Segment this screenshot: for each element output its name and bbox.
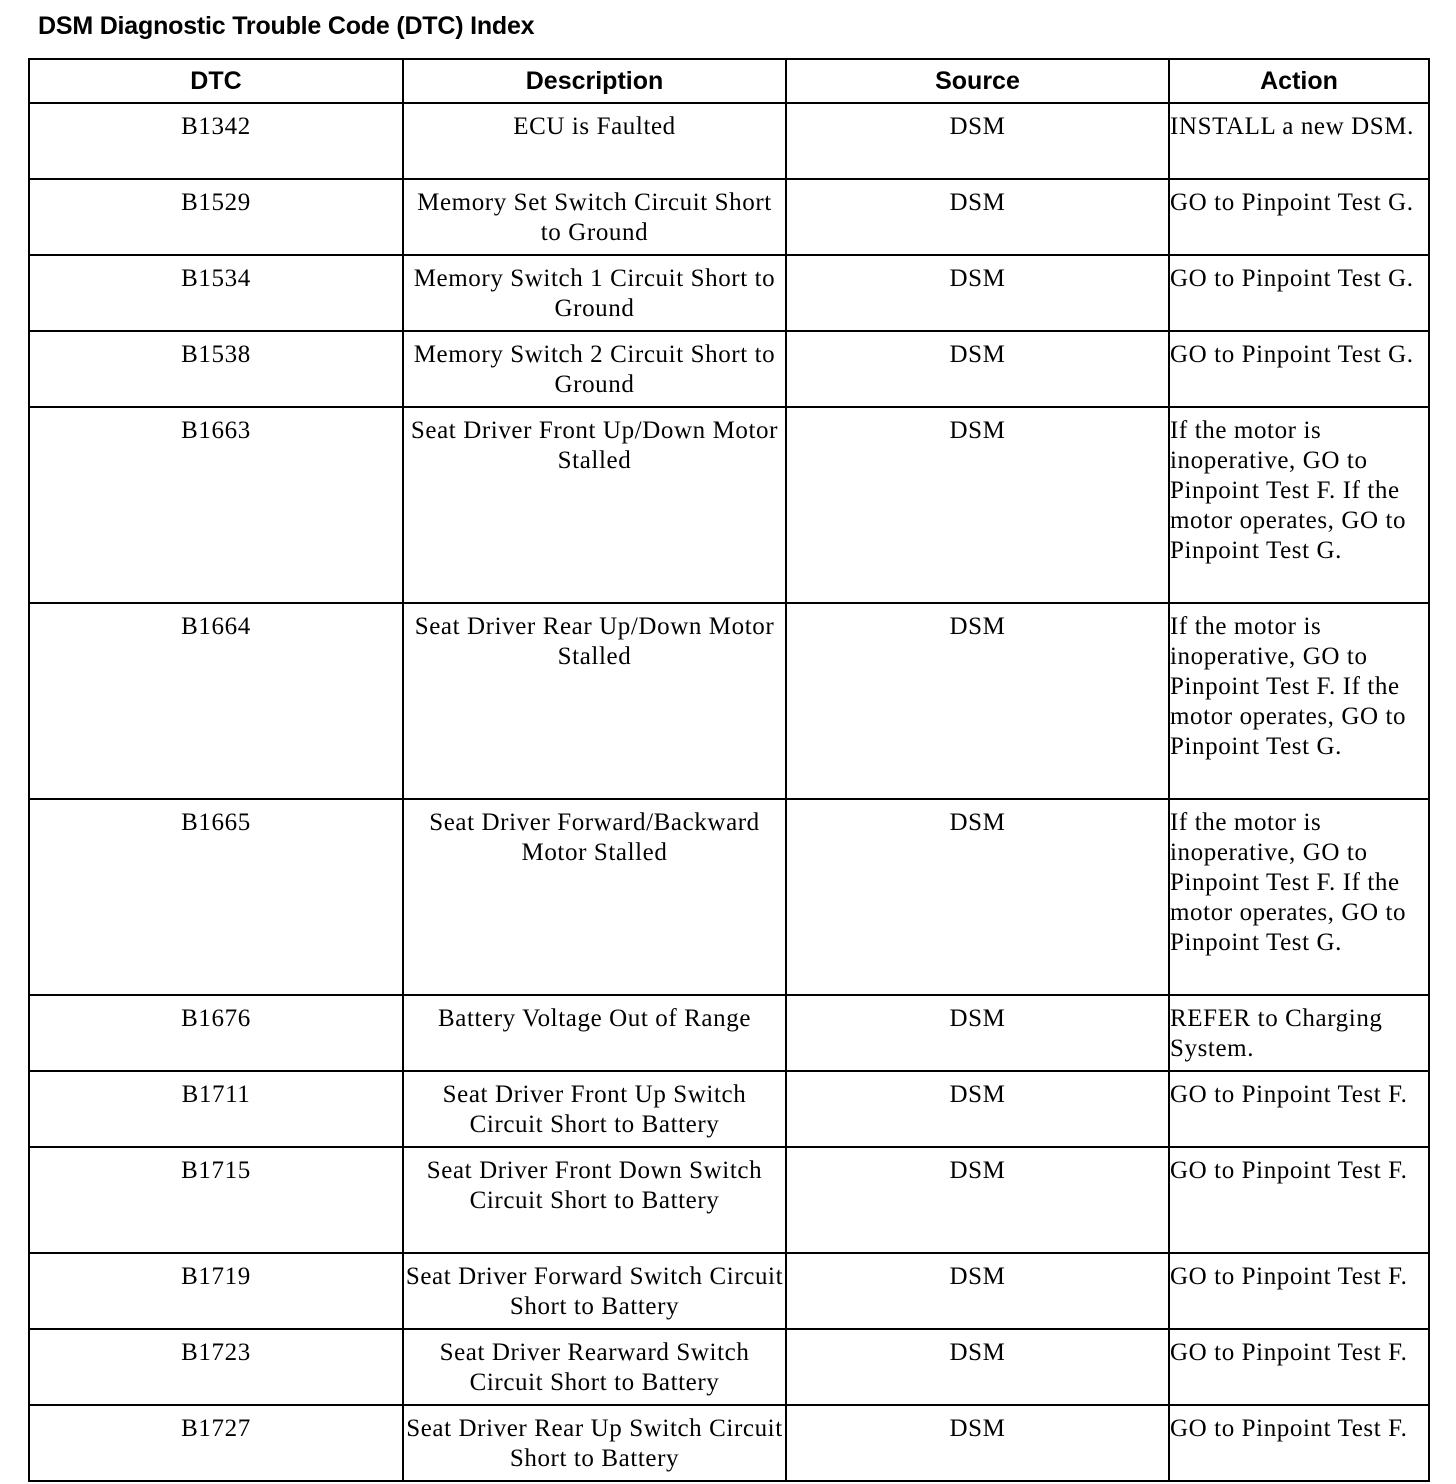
dtc-source: DSM [786, 1071, 1169, 1147]
dtc-description: Seat Driver Rearward Switch Circuit Short to Battery [403, 1329, 786, 1405]
page-title: DSM Diagnostic Trouble Code (DTC) Index [38, 12, 535, 40]
table-row [29, 179, 1429, 255]
dtc-description: ECU is Faulted [403, 103, 786, 179]
dtc-source: DSM [786, 799, 1169, 995]
dtc-description: Seat Driver Forward Switch Circuit Short to Battery [403, 1253, 786, 1329]
dtc-index-table [28, 58, 1430, 1482]
dtc-code: B1723 [29, 1329, 403, 1405]
dtc-source: DSM [786, 331, 1169, 407]
dtc-description: Memory Switch 1 Circuit Short to Ground [403, 255, 786, 331]
table-row [29, 1253, 1429, 1329]
table-row [29, 103, 1429, 179]
column-header-source: Source [786, 59, 1169, 103]
table-row [29, 603, 1429, 799]
dtc-description: Seat Driver Rear Up/Down Motor Stalled [403, 603, 786, 799]
dtc-action: GO to Pinpoint Test F. [1169, 1329, 1429, 1405]
dtc-code: B1538 [29, 331, 403, 407]
dtc-description: Seat Driver Front Down Switch Circuit Short to Battery [403, 1147, 786, 1253]
dtc-description: Seat Driver Rear Up Switch Circuit Short to Battery [403, 1405, 786, 1481]
table-row [29, 1071, 1429, 1147]
dtc-action: If the motor is inoperative, GO to Pinpoint Test F. If the motor operates, GO to Pinpoint Test G. [1169, 603, 1429, 799]
dtc-code: B1342 [29, 103, 403, 179]
dtc-source: DSM [786, 103, 1169, 179]
dtc-action: GO to Pinpoint Test G. [1169, 255, 1429, 331]
dtc-code: B1727 [29, 1405, 403, 1481]
dtc-description: Seat Driver Front Up Switch Circuit Short to Battery [403, 1071, 786, 1147]
dtc-source: DSM [786, 1147, 1169, 1253]
dtc-description: Memory Switch 2 Circuit Short to Ground [403, 331, 786, 407]
dtc-source: DSM [786, 255, 1169, 331]
dtc-source: DSM [786, 179, 1169, 255]
table-row [29, 331, 1429, 407]
dtc-action: If the motor is inoperative, GO to Pinpoint Test F. If the motor operates, GO to Pinpoint Test G. [1169, 799, 1429, 995]
table-row [29, 799, 1429, 995]
dtc-source: DSM [786, 1405, 1169, 1481]
table-row [29, 1147, 1429, 1253]
dtc-action: INSTALL a new DSM. [1169, 103, 1429, 179]
table-row [29, 995, 1429, 1071]
dtc-source: DSM [786, 407, 1169, 603]
dtc-action: GO to Pinpoint Test F. [1169, 1405, 1429, 1481]
dtc-action: REFER to Charging System. [1169, 995, 1429, 1071]
table-row [29, 1329, 1429, 1405]
dtc-source: DSM [786, 1253, 1169, 1329]
dtc-action: GO to Pinpoint Test G. [1169, 179, 1429, 255]
dtc-description: Battery Voltage Out of Range [403, 995, 786, 1071]
table-row [29, 407, 1429, 603]
table-row [29, 1405, 1429, 1481]
table-row [29, 255, 1429, 331]
dtc-source: DSM [786, 603, 1169, 799]
dtc-code: B1719 [29, 1253, 403, 1329]
dtc-code: B1676 [29, 995, 403, 1071]
table-header-row [29, 59, 1429, 103]
dtc-description: Seat Driver Forward/Backward Motor Stalled [403, 799, 786, 995]
column-header-action: Action [1169, 59, 1429, 103]
dtc-action: If the motor is inoperative, GO to Pinpoint Test F. If the motor operates, GO to Pinpoint Test G. [1169, 407, 1429, 603]
dtc-action: GO to Pinpoint Test F. [1169, 1147, 1429, 1253]
column-header-dtc: DTC [29, 59, 403, 103]
dtc-code: B1529 [29, 179, 403, 255]
dtc-code: B1664 [29, 603, 403, 799]
dtc-description: Memory Set Switch Circuit Short to Ground [403, 179, 786, 255]
column-header-description: Description [403, 59, 786, 103]
dtc-action: GO to Pinpoint Test F. [1169, 1071, 1429, 1147]
dtc-source: DSM [786, 1329, 1169, 1405]
dtc-description: Seat Driver Front Up/Down Motor Stalled [403, 407, 786, 603]
dtc-code: B1715 [29, 1147, 403, 1253]
dtc-code: B1665 [29, 799, 403, 995]
dtc-action: GO to Pinpoint Test G. [1169, 331, 1429, 407]
dtc-code: B1711 [29, 1071, 403, 1147]
dtc-code: B1663 [29, 407, 403, 603]
dtc-source: DSM [786, 995, 1169, 1071]
dtc-code: B1534 [29, 255, 403, 331]
dtc-action: GO to Pinpoint Test F. [1169, 1253, 1429, 1329]
